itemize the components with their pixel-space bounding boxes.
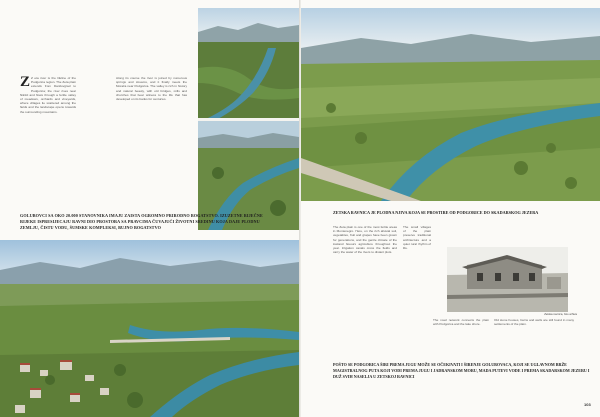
photo-zeta-plain-panorama: [301, 8, 600, 201]
photo-river-valley-left: [198, 8, 299, 230]
caption-golubovci: GOLUBOVCI SA OKO 20.000 STANOVNIKA IMAJU ZAISTA OGROMNO PRIRODNO BOGATSTVO. IZUZETNE RIJEČNE RIJEKE ISPRESIJECAJU RAVNI DIO PROSTORA SA PRAVCIMA ČUVAJUĆI ŽIVOTNI SREDINU KOJA DAJE PLODNU ZEMLJU, ČISTU VODU, ŠUMSKE KOMPLEKSI, BUJNO BOGATSTVO: [20, 213, 263, 230]
page-number: 103: [584, 402, 591, 407]
intro-text-2: Along its course the river is joined by numerous springs and streams, and it finally meets the Morača near Podgorica. The valley is rich in history and natural beauty, with old bridges, mills and churches that bear witness to the life that has developed on its banks for centuries.: [116, 76, 187, 102]
caption-zeta-plain: ZETSKA RAVNICA JE PLODNA NJIVA KOJA SE PROSTIRE OD PODGORICE DO SKADARSKOG JEZERA: [333, 210, 539, 215]
intro-text-column-2: [116, 76, 187, 169]
photo-golubovci-aerial: [0, 240, 299, 417]
photo-caption: Zetska ravnica, foto arhiva: [544, 312, 577, 316]
body-text-3: The Zeta plain is one of the most fertile areas in Montenegro. Here, on the rich alluvial soil, vegetables, fruit and grapes have been grown for generations, and the gentle climate of the lowland favours agriculture throughout the year. Irrigation canals cross the fields and carry the water of the rivers to distant plots.: [333, 225, 397, 255]
body-text-column-6: [433, 318, 489, 348]
caption-podgorica-expansion: POŠTO SE PODGORICA ŠIRI PREMA JUGU MOŽE SE OČEKIVATI I ŠIRENJE GOLUBOVACA, KOJI SE UGLAVNOM BRŽE MAGISTRALNOG PUTA KOJI VODI PREMA JUGU I JADRANSKOM MORU, MADA PUTEVI VODE I PREMA SKADARSKOM JEZERU I DUŽ SVIH NASELJA U ZETSKOJ RAVNICI: [333, 362, 590, 379]
body-text-5: Old stone houses, barns and wells are still found in many settlements of the plain.: [494, 318, 574, 327]
body-text-4: The small villages of the plain preserve traditional architecture and a quiet rural rhythm of life.: [403, 225, 431, 251]
intro-text-1: Z eta river is the lifeline of the Podgorica region. The Zeta plain extends from Danilovgrad to Podgorica; the river rises near Nikšić and flows through a fertile valley of meadows, orchards and vineyards, where villages lie scattered among the fields and the landscape opens towards the surrounding mountains.: [20, 76, 76, 114]
body-text-column-5: [494, 318, 574, 348]
intro-text-column-1: [20, 76, 76, 176]
body-text-column-4: [403, 225, 431, 333]
body-text-6: The road network connects the plain with Podgorica and the lake shore.: [433, 318, 489, 327]
drop-cap: Z: [20, 76, 31, 90]
body-text-column-3: [333, 225, 397, 333]
photo-old-building: [447, 247, 568, 312]
